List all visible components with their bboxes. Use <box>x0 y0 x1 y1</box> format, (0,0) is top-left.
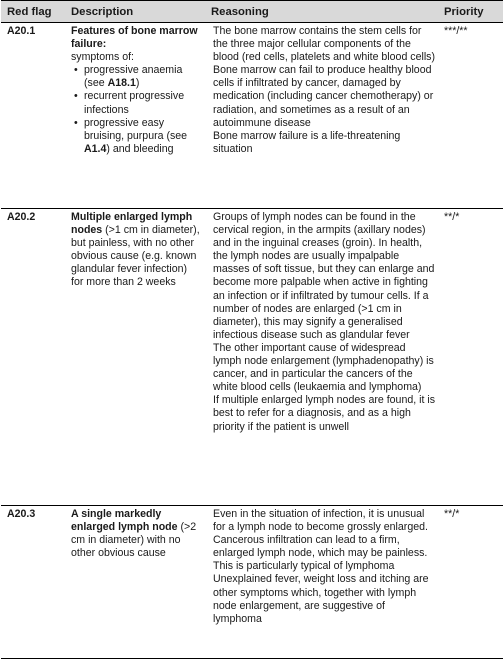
reasoning-paragraph: The other important cause of widespread lymph node enlargement (lymphadenopathy) is cancer, and in particular the cancers of the white blood cells (leukaemia and lymphoma) <box>213 341 434 394</box>
priority-value: ***/** <box>444 25 468 37</box>
description-cell <box>65 209 205 506</box>
red-flag-id: A20.1 <box>7 25 36 37</box>
description-text: (>1 cm in diameter), but painless, with no other obvious cause (e.g. known glandular fever infection) for more than 2 weeks <box>71 224 200 289</box>
table-header-row <box>1 1 503 23</box>
reasoning-paragraph: Bone marrow can fail to produce healthy blood cells if infiltrated by cancer, damaged by medication (including cancer chemotherapy) or radiation, and sometimes as a result of an autoimmune disease <box>213 64 434 129</box>
list-item: • progressive anaemia (see A18.1) <box>84 64 201 90</box>
description-text: (>2 cm in diameter) with no other obvious cause <box>71 521 197 560</box>
reasoning-paragraph: Bone marrow failure is a life-threatening situation <box>213 129 401 155</box>
description-title: Features of bone marrow failure: <box>71 25 198 51</box>
red-flag-id: A20.3 <box>7 508 36 520</box>
reasoning-paragraph: The bone marrow contains the stem cells for the three major cellular components of the blood (red cells, platelets and white blood cells) <box>213 25 436 64</box>
reasoning-paragraph: Unexplained fever, weight loss and itching are other symptoms which, together with lymph node enlargement, are suggestive of lymphoma <box>213 573 429 625</box>
header-priority: Priority <box>438 1 503 23</box>
list-item: • recurrent progressive infections <box>84 90 201 116</box>
red-flag-id: A20.2 <box>7 211 36 223</box>
header-reasoning: Reasoning <box>205 1 438 23</box>
reasoning-paragraph: If multiple enlarged lymph nodes are found, it is best to refer for a diagnosis, and as a high priority if the patient is unwell <box>213 394 436 433</box>
description-title: A single markedly enlarged lymph node <box>71 508 178 534</box>
header-red-flag: Red flag <box>1 1 65 23</box>
reasoning-cell <box>205 23 438 209</box>
list-item: • progressive easy bruising, purpura (see A1.4) and bleeding <box>84 117 201 156</box>
priority-value: **/* <box>444 211 460 223</box>
description-cell <box>65 23 205 209</box>
reasoning-paragraph: Groups of lymph nodes can be found in the cervical region, in the armpits (axillary nodes) and in the inguinal creases (groin). In health, the lymph nodes are usually impalpable masses of soft tissue, but they can enlarge and become more palpable when active in fighting an infection or if infiltrated by tumour cells. If a number of nodes are enlarged (>1 cm in diameter), this may signify a generalised infectious disease such as glandular fever <box>213 211 435 341</box>
description-cell <box>65 506 205 659</box>
reasoning-cell <box>205 209 438 506</box>
priority-value: **/* <box>444 508 460 520</box>
reasoning-paragraph: Even in the situation of infection, it is unusual for a lymph node to become grossly enlarged. Cancerous infiltration can lead to a firm, enlarged lymph node, which may be painless. This is particularly typical of lymphoma <box>213 508 428 573</box>
header-description: Description <box>65 1 205 23</box>
description-title: Multiple enlarged lymph nodes <box>71 211 193 237</box>
table-row <box>1 209 503 506</box>
red-flag-table <box>1 0 503 659</box>
symptom-list <box>71 64 201 156</box>
table-row <box>1 23 503 209</box>
table-row <box>1 506 503 659</box>
reasoning-cell <box>205 506 438 659</box>
description-intro: symptoms of: <box>71 51 134 64</box>
